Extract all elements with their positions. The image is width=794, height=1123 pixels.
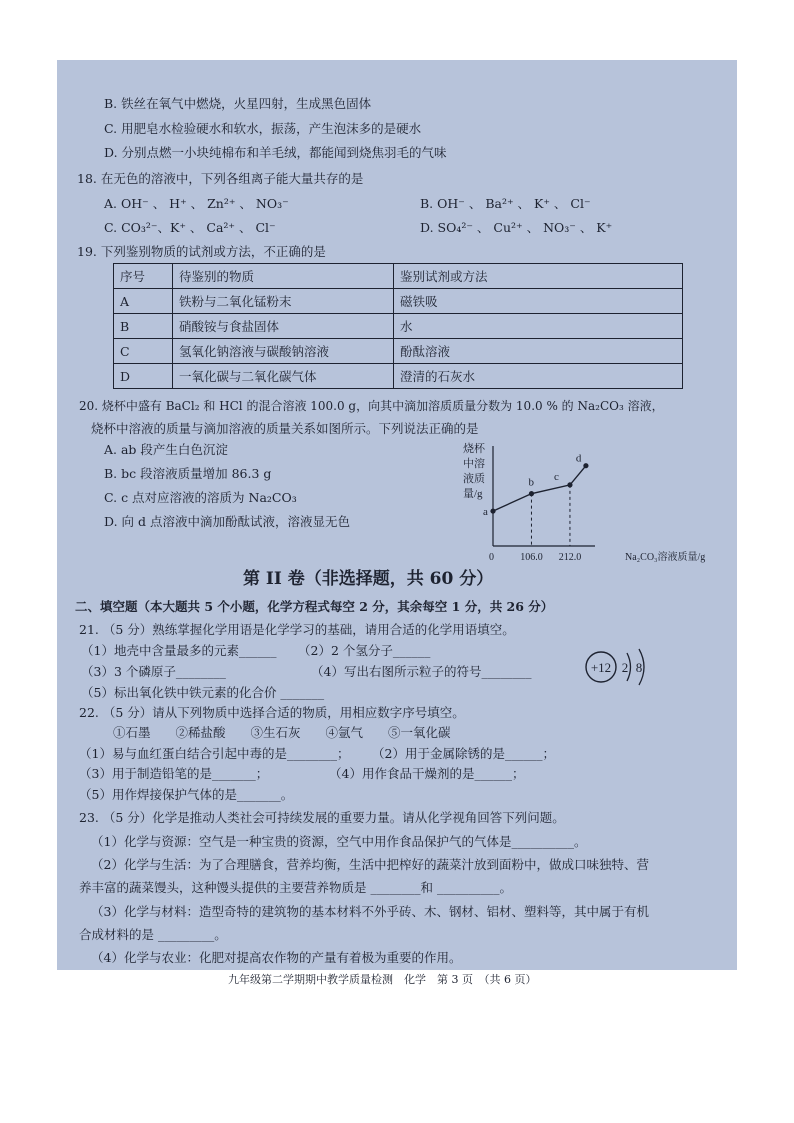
table-cell: A [114, 289, 173, 314]
q22-blank-3: （3）用于制造铅笔的是_______； [79, 766, 269, 781]
q21-blank-2: （2）2 个氢分子______ [298, 643, 431, 658]
q20-stem-line1: 20. 烧杯中盛有 BaCl₂ 和 HCl 的混合溶液 100.0 g，向其中滴加溶质质量分数为 10.0 % 的 Na₂CO₃ 溶液， [79, 399, 664, 413]
data-point-label: c [553, 470, 559, 483]
q23-part-2-line2: 养丰富的蔬菜馒头，这种馒头提供的主要营养物质是 ________和 __________。 [79, 880, 512, 895]
q23-stem: 23. （5 分）化学是推动人类社会可持续发展的重要力量。请从化学视角回答下列问题。 [79, 810, 565, 825]
table-cell: B [114, 314, 173, 339]
table-cell: 硝酸铵与食盐固体 [173, 314, 394, 339]
table-row [114, 289, 683, 314]
table-row [114, 364, 683, 389]
q20-option-d: D. 向 d 点溶液中滴加酚酞试液，溶液显无色 [104, 514, 350, 529]
data-point [490, 508, 495, 513]
table-cell: 澄清的石灰水 [394, 364, 683, 389]
q22-stem: 22. （5 分）请从下列物质中选择合适的物质，用相应数字序号填空。 [79, 705, 465, 720]
section-2-title: 第 II 卷（非选择题，共 60 分） [243, 569, 494, 589]
q17-option-c: C. 用肥皂水检验硬水和软水，振荡，产生泡沫多的是硬水 [104, 121, 422, 136]
q17-option-b: B. 铁丝在氧气中燃烧，火星四射，生成黑色固体 [104, 96, 372, 111]
q18-option-b: B. OH⁻ 、 Ba²⁺ 、 K⁺ 、 Cl⁻ [420, 196, 591, 211]
table-cell: 一氧化碳与二氧化碳气体 [173, 364, 394, 389]
data-point-label: d [575, 452, 582, 465]
data-point [583, 463, 588, 468]
x-axis-label: Na₂CO₃溶液质量/g [625, 552, 706, 563]
x-axis-origin-label: 0 [489, 552, 494, 563]
table-cell: 氢氧化钠溶液与碳酸钠溶液 [173, 339, 394, 364]
data-point [529, 491, 534, 496]
data-point [567, 482, 572, 487]
data-point-label: a [483, 506, 488, 519]
table-cell: C [114, 339, 173, 364]
q18-stem: 18. 在无色的溶液中，下列各组离子能大量共存的是 [77, 171, 364, 186]
data-point-label: b [528, 476, 534, 489]
page-footer: 九年级第二学期期中教学质量检测 化学 第 3 页 （共 6 页） [228, 973, 537, 986]
q18-option-d: D. SO₄²⁻ 、 Cu²⁺ 、 NO₃⁻ 、 K⁺ [420, 220, 613, 235]
q17-option-d: D. 分别点燃一小块纯棉布和羊毛绒，都能闻到烧焦羽毛的气味 [104, 145, 447, 160]
atom-structure-diagram [581, 643, 671, 693]
q18-option-a: A. OH⁻ 、 H⁺ 、 Zn²⁺ 、 NO₃⁻ [104, 196, 289, 211]
atom-shell-2-count: 8 [635, 660, 643, 675]
q21-blank-4: （4）写出右图所示粒子的符号________ [311, 664, 532, 679]
table-cell: 酚酞溶液 [394, 339, 683, 364]
q22-blank-4: （4）用作食品干燥剂的是______； [329, 766, 525, 781]
y-axis-label: 烧杯 [463, 443, 485, 455]
table-cell: 铁粉与二氧化锰粉末 [173, 289, 394, 314]
y-axis-label: 中溶 [463, 458, 485, 470]
q21-blank-3: （3）3 个磷原子________ [81, 664, 226, 679]
series-line [493, 466, 586, 511]
q21-blank-1: （1）地壳中含量最多的元素______ [81, 643, 277, 658]
q22-blank-1: （1）易与血红蛋白结合引起中毒的是________； [79, 746, 350, 761]
table-header-row [114, 264, 683, 289]
exam-page [57, 60, 737, 970]
q23-part-3-line2: 合成材料的是 _________。 [79, 927, 227, 942]
q23-part-4: （4）化学与农业：化肥对提高农作物的产量有着极为重要的作用。 [91, 950, 462, 965]
x-tick-label: 212.0 [558, 552, 582, 563]
table-row [114, 339, 683, 364]
table-cell: 磁铁吸 [394, 289, 683, 314]
x-tick-label: 106.0 [520, 552, 543, 563]
table-cell: 水 [394, 314, 683, 339]
q20-option-b: B. bc 段溶液质量增加 86.3 g [104, 466, 272, 481]
q22-blank-2: （2）用于金属除锈的是______； [372, 746, 555, 761]
q19-stem: 19. 下列鉴别物质的试剂或方法，不正确的是 [77, 244, 326, 259]
table-header-cell: 待鉴别的物质 [173, 264, 394, 289]
y-axis-label: 量/g [463, 488, 483, 500]
q21-blank-5: （5）标出氧化铁中铁元素的化合价 _______ [81, 685, 325, 700]
q20-stem-line2: 烧杯中溶液的质量与滴加溶液的质量关系如图所示。下列说法正确的是 [91, 421, 479, 436]
atom-nucleus-label: +12 [590, 660, 612, 675]
q20-option-c: C. c 点对应溶液的溶质为 Na₂CO₃ [104, 490, 297, 505]
part-2-header: 二、填空题（本大题共 5 个小题，化学方程式每空 2 分，其余每空 1 分，共 26 分） [75, 599, 554, 614]
q20-option-a: A. ab 段产生白色沉淀 [104, 442, 228, 457]
q23-part-1: （1）化学与资源：空气是一种宝贵的资源，空气中用作食品保护气的气体是__________。 [91, 834, 587, 849]
q21-stem: 21. （5 分）熟练掌握化学用语是化学学习的基础，请用合适的化学用语填空。 [79, 622, 515, 637]
q18-option-c: C. CO₃²⁻、K⁺ 、 Ca²⁺ 、 Cl⁻ [104, 220, 276, 235]
q23-part-3-line1: （3）化学与材料：造型奇特的建筑物的基本材料不外乎砖、木、钢材、铝材、塑料等，其中属于有机 [91, 904, 649, 919]
table-header-cell: 鉴别试剂或方法 [394, 264, 683, 289]
q19-table [113, 263, 683, 389]
q23-part-2-line1: （2）化学与生活：为了合理膳食，营养均衡，生活中把榨好的蔬菜汁放到面粉中，做成口味独特、营 [91, 857, 649, 872]
q22-blank-5: （5）用作焊接保护气体的是_______。 [79, 787, 294, 802]
atom-shell-1-count: 2 [621, 660, 629, 675]
q22-options: ①石墨 ②稀盐酸 ③生石灰 ④氩气 ⑤一氧化碳 [113, 725, 451, 740]
table-cell: D [114, 364, 173, 389]
y-axis-label: 液质 [463, 473, 485, 485]
q20-line-chart [461, 438, 731, 568]
table-row [114, 314, 683, 339]
table-header-cell: 序号 [114, 264, 173, 289]
